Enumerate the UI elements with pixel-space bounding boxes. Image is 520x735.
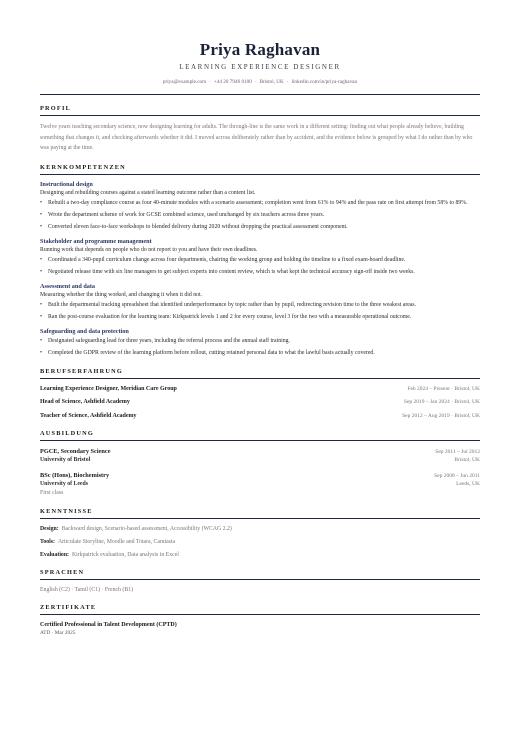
skill-value: Articulate Storyline, Moodle and Totara, Camtasia [57,538,176,545]
education-note: First class [40,489,64,496]
experience-meta: Sep 2012 – Aug 2019 · Bristol, UK [402,412,480,419]
certificate-entry [40,621,480,637]
section-divider [40,614,480,615]
contact-email: priya@example.com [162,79,207,85]
skill-row [40,538,480,546]
bullet-item: • Wrote the department scheme of work for GCSE combined science, used unchanged by six teachers across three years. [40,211,480,220]
experience-dates: Feb 2024 – Present [407,385,450,392]
education-school: University of Bristol [40,456,91,463]
section-divider [40,115,480,116]
competency-intro: Running work that depends on people who do not report to you and have their own deadlines. [40,246,258,253]
experience-dates: Sep 2019 – Jan 2024 [403,399,450,405]
candidate-name: Priya Raghavan [199,40,321,59]
experience-entry [40,398,480,406]
education-dates: Sep 2011 – Jul 2012 [435,448,480,455]
skill-label: Tools: [40,538,55,545]
experience-meta: Sep 2019 – Jan 2024 · Bristol, UK [403,399,480,405]
competency-group [40,328,480,358]
contact-separator: · [254,79,257,85]
competency-heading: Stakeholder and programme management [40,237,152,245]
contact-linkedin: linkedin.com/in/priya-raghavan [291,79,358,85]
bullet-item: • Negotiated release time with six line managers to get subject experts into content review, which is what kept the technical accuracy sign-off inside two weeks. [40,268,480,277]
experience-section [40,368,480,420]
bullet-item: • Rebuilt a two-day compliance course as four 40-minute modules with a scenario assessment; completion went from 61% to 94% and the pass rate on first attempt from 58% to 89%. [40,199,480,208]
skills-section [40,508,480,559]
header-divider [40,94,480,95]
competency-intro: Designing and rebuilding courses against a stated learning outcome rather than a content list. [40,189,256,196]
competency-bullets [40,199,480,232]
education-entry [40,471,480,498]
experience-dates: Sep 2012 – Aug 2019 [402,412,450,419]
education-degree: BSc (Hons), Biochemistry [40,471,110,479]
experience-role: Learning Experience Designer, Meridian Care Group [40,385,177,392]
competency-intro: Measuring whether the thing worked, and changing it when it did not. [40,291,203,298]
section-divider [40,518,480,519]
bullet-item: • Designated safeguarding lead for three years, including the referral process and the annual staff training. [40,337,480,346]
competency-bullets [40,301,480,322]
education-dates: Sep 2008 – Jun 2011 [434,472,480,479]
certificates-section [40,604,480,637]
experience-role: Teacher of Science, Ashfield Academy [40,412,137,419]
experience-entry [40,412,480,420]
certificate-meta: ATD · Mar 2025 [40,629,76,636]
contact-separator: · [209,79,211,85]
competency-heading: Assessment and data [40,282,96,290]
skill-row [40,525,480,533]
education-section [40,430,480,498]
bullet-item: • Coordinated a 340-pupil curriculum change across four departments, chairing the working group and holding the timeline to a fixed exam-board deadline. [40,256,480,265]
skill-label: Evaluation: [40,551,69,558]
contact-phone: +44 20 7946 0100 [213,79,252,85]
contact-line [40,79,480,86]
education-location: Bristol, UK [454,456,480,463]
resume-header [40,0,480,95]
education-entry [40,447,480,465]
section-title: KENNTNISSE [40,507,93,515]
profile-section [40,105,480,154]
skill-label: Design: [40,525,59,532]
section-divider [40,579,480,580]
section-title: KERNKOMPETENZEN [40,163,126,171]
experience-location: Bristol, UK [454,385,480,392]
skill-value: Kirkpatrick evaluation, Data analysis in Excel [72,551,179,558]
contact-location: Bristol, UK [259,79,284,85]
section-title: BERUFSERFAHRUNG [40,367,123,375]
certificate-name: Certified Professional in Talent Development (CPTD) [40,621,177,628]
bullet-item: • Completed the GDPR review of the learning platform before rollout, cutting retained personal data to what the lawful basis actually covered. [40,349,480,358]
education-degree: PGCE, Secondary Science [40,447,111,455]
bullet-item: • Ran the post-course evaluation for the learning team: Kirkpatrick levels 1 and 2 for every course, level 3 for the two with a measurable operational outcome. [40,313,480,322]
skill-value: Backward design, Scenario-based assessment, Accessibility (WCAG 2.2) [61,525,232,532]
competency-group [40,181,480,232]
competency-heading: Instructional design [40,180,93,188]
languages-list: English (C2) · Tamil (C1) · French (B1) [40,586,134,593]
section-title: AUSBILDUNG [40,429,94,437]
competency-group [40,238,480,277]
experience-meta: Feb 2024 – Present · Bristol, UK [407,385,480,392]
competency-group [40,283,480,322]
experience-entry [40,385,480,393]
education-school: University of Leeds [40,480,88,487]
experience-role: Head of Science, Ashfield Academy [40,399,130,405]
experience-location: Bristol, UK [454,412,480,419]
skill-row [40,551,480,559]
section-title: ZERTIFIKATE [40,603,97,611]
section-title: SPRACHEN [40,568,85,576]
profile-summary: Twelve years teaching secondary science, now designing learning for adults. The through-line is the same work in a different setting: finding out what people already believe, building something that changes it, and checking afterwards whether it did. I moved across deliberately rather than by accident, and the evidence below is grouped by what I do rather than by who was paying at the time. [40,124,473,151]
competency-bullets [40,337,480,358]
candidate-headline: LEARNING EXPERIENCE DESIGNER [179,63,341,71]
education-location: Leeds, UK [456,480,480,487]
bullet-item: • Built the departmental tracking spreadsheet that identified underperformance by topic rather than by pupil, redirecting revision time to the three weakest areas. [40,301,480,310]
experience-location: Bristol, UK [454,399,480,405]
bullet-item: • Converted eleven face-to-face workshops to blended delivery during 2020 without dropping the practical assessment component. [40,223,480,232]
contact-separator: · [286,79,289,85]
competencies-section [40,164,480,358]
languages-section [40,569,480,594]
competency-bullets [40,256,480,277]
section-title: PROFIL [40,105,71,112]
section-divider [40,378,480,379]
competency-heading: Safeguarding and data protection [40,327,129,335]
section-divider [40,440,480,441]
section-divider [40,174,480,175]
